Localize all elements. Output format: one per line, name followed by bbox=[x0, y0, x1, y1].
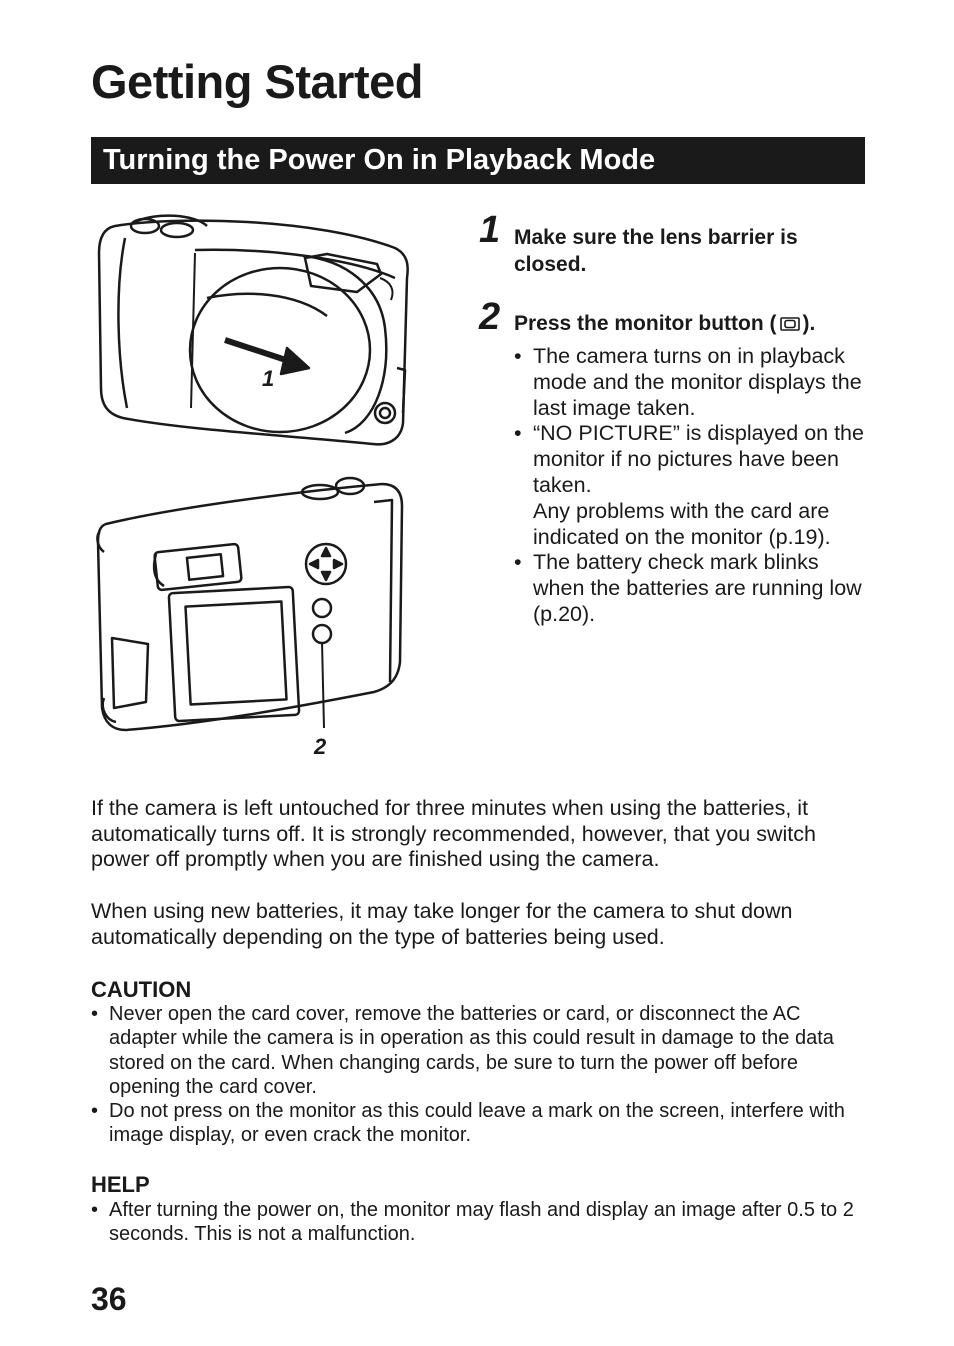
caution-list bbox=[91, 1002, 871, 1148]
monitor-button-icon bbox=[780, 316, 800, 332]
list-item-text: “NO PICTURE” is displayed on the monitor if no pictures have been taken. bbox=[533, 421, 864, 497]
step-2-text-before: Press the monitor button ( bbox=[514, 312, 777, 335]
list-item bbox=[513, 421, 873, 550]
list-item: • The camera turns on in playback mode and the monitor displays the last image taken. bbox=[513, 344, 873, 421]
caution-heading: CAUTION bbox=[91, 977, 192, 1002]
step-2-text-after: ). bbox=[802, 312, 816, 335]
list-item-continuation: Any problems with the card are indicated on the monitor (p.19). bbox=[533, 498, 831, 549]
help-list bbox=[91, 1198, 871, 1247]
callout-2: 2 bbox=[314, 734, 327, 759]
help-heading: HELP bbox=[91, 1172, 150, 1197]
list-item: • Do not press on the monitor as this could leave a mark on the screen, interfere with image display, or even crack the monitor. bbox=[91, 1099, 871, 1148]
list-item: • Never open the card cover, remove the batteries or card, or disconnect the AC adapter while the camera is in operation as this could result in damage to the data stored on the card. When changing cards, be sure to turn the power off before opening the card cover. bbox=[91, 1002, 871, 1099]
callout-1: 1 bbox=[262, 366, 275, 391]
step-1-number: 1 bbox=[479, 209, 501, 251]
list-item: • After turning the power on, the monitor may flash and display an image after 0.5 to 2 seconds. This is not a malfunction. bbox=[91, 1198, 871, 1247]
body-paragraph-1: If the camera is left untouched for three minutes when using the batteries, it automatically turns off. It is strongly recommended, however, that you switch power off promptly when you are finished using the camera. bbox=[91, 796, 816, 872]
step-2-bullet-list bbox=[513, 344, 873, 628]
step-1-text: Make sure the lens barrier is closed. bbox=[514, 226, 798, 276]
page-number: 36 bbox=[91, 1281, 127, 1317]
camera-front-illustration bbox=[95, 208, 415, 453]
step-2-number: 2 bbox=[479, 296, 501, 338]
page-title: Getting Started bbox=[91, 55, 423, 108]
section-title: Turning the Power On in Playback Mode bbox=[91, 137, 865, 184]
camera-back-illustration bbox=[92, 472, 410, 767]
body-paragraph-2: When using new batteries, it may take longer for the camera to shut down automatically depending on the type of batteries being used. bbox=[91, 899, 793, 949]
list-item: • The battery check mark blinks when the batteries are running low (p.20). bbox=[513, 550, 873, 627]
step-2-text bbox=[514, 310, 874, 337]
